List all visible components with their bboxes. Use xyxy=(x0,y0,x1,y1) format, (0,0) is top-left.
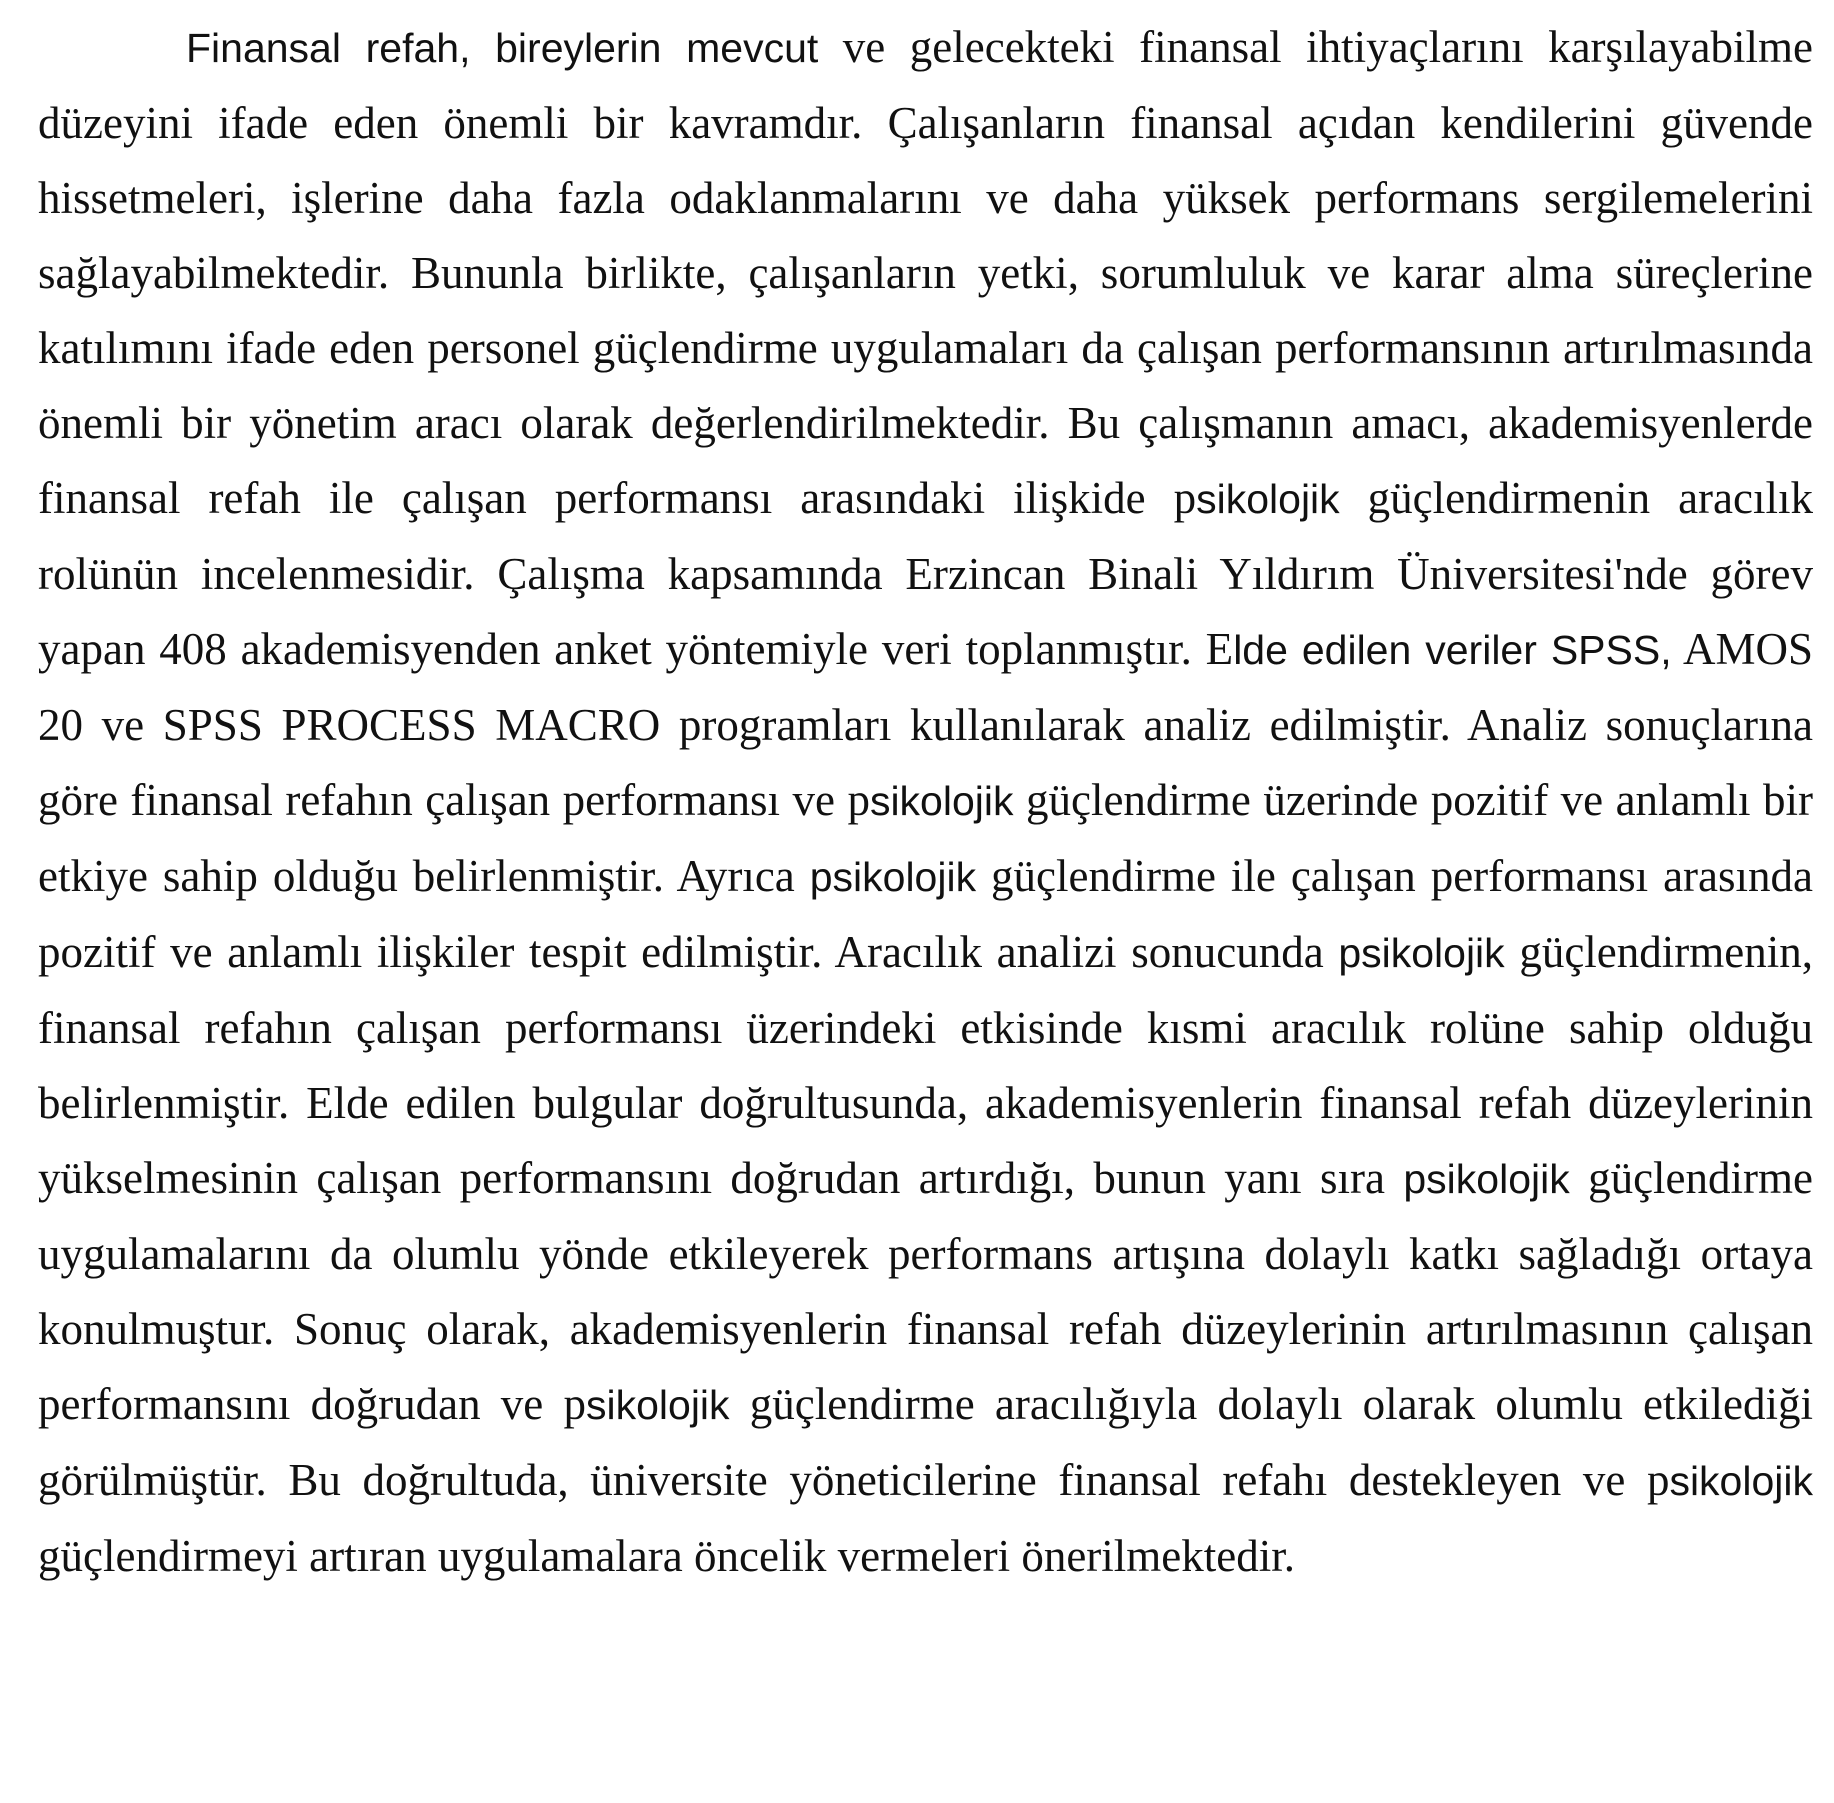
text-run: AMOS 20 ve SPSS PROCESS MACRO programları kullanılarak analiz edilmiştir. Analiz sonuçlarına göre finansal refahın çalışan performansı ve p xyxy=(38,624,1813,825)
text-run: güçlendirme üzerinde pozitif ve anlamlı bir etkiye sahip olduğu belirlenmiştir. Ayrıca xyxy=(38,775,1813,901)
text-run: güçlendirmenin aracılık rolünün incelenmesidir. Çalışma kapsamında Erzincan Binali Yıldırım Üniversitesi'nde görev yapan 408 akademisyenden anket yöntemiyle veri toplanmıştır. E xyxy=(38,473,1813,674)
text-run: lde edilen veriler SPSS, xyxy=(1233,627,1672,673)
abstract-paragraph xyxy=(38,10,1813,1594)
text-run: sikolojik xyxy=(1669,1458,1813,1504)
text-run: güçlendirme uygulamalarını da olumlu yönde etkileyerek performans artışına dolaylı katkı sağladığı ortaya konulmuştur. Sonuç olarak, akademisyenlerin finansal refah düzeylerinin artırılmasının çalışan performansını doğrudan ve p xyxy=(38,1153,1813,1429)
text-run: Finansal refah, bireylerin mevcut xyxy=(186,25,819,71)
text-run: güçlendirmenin, finansal refahın çalışan performansı üzerindeki etkisinde kısmi aracılık rolüne sahip olduğu belirlenmiştir. Elde edilen bulgular doğrultusunda, akademisyenlerin finansal refah düzeylerinin yükselmesinin çalışan performansını doğrudan artırdığı, bunun yanı sıra xyxy=(38,927,1813,1203)
text-run: ve gelecekteki finansal ihtiyaçlarını karşılayabilme düzeyini ifade eden önemli bir kavramdır. Çalışanların finansal açıdan kendilerini güvende hissetmeleri, işlerine daha fazla odaklanmalarını ve daha yüksek performans sergilemelerini sağlayabilmektedir. Bununla birlikte, çalışanların yetki, sorumluluk ve karar alma süreçlerine katılımını ifade eden personel güçlendirme uygulamaları da çalışan performansının artırılmasında önemli bir yönetim aracı olarak değerlendirilmektedir. Bu çalışmanın amacı, akademisyenlerde finansal refah ile çalışan performansı arasındaki ilişkide p xyxy=(38,22,1813,523)
text-run: psikolojik xyxy=(1338,930,1505,976)
text-run: sikolojik xyxy=(586,1382,730,1428)
text-run: psikolojik xyxy=(1403,1156,1570,1202)
text-run: psikolojik xyxy=(809,854,977,900)
text-run: sikolojik xyxy=(1196,476,1340,522)
text-run: güçlendirme ile çalışan performansı arasında pozitif ve anlamlı ilişkiler tespit edilmiştir. Aracılık analizi sonucunda xyxy=(38,851,1813,977)
document-page xyxy=(38,10,1813,1594)
text-run: güçlendirmeyi artıran uygulamalara öncelik vermeleri önerilmektedir. xyxy=(38,1531,1295,1581)
text-run: güçlendirme aracılığıyla dolaylı olarak olumlu etkilediği görülmüştür. Bu doğrultuda, üniversite yöneticilerine finansal refahı destekleyen ve p xyxy=(38,1379,1814,1505)
text-run: sikolojik xyxy=(869,778,1014,824)
